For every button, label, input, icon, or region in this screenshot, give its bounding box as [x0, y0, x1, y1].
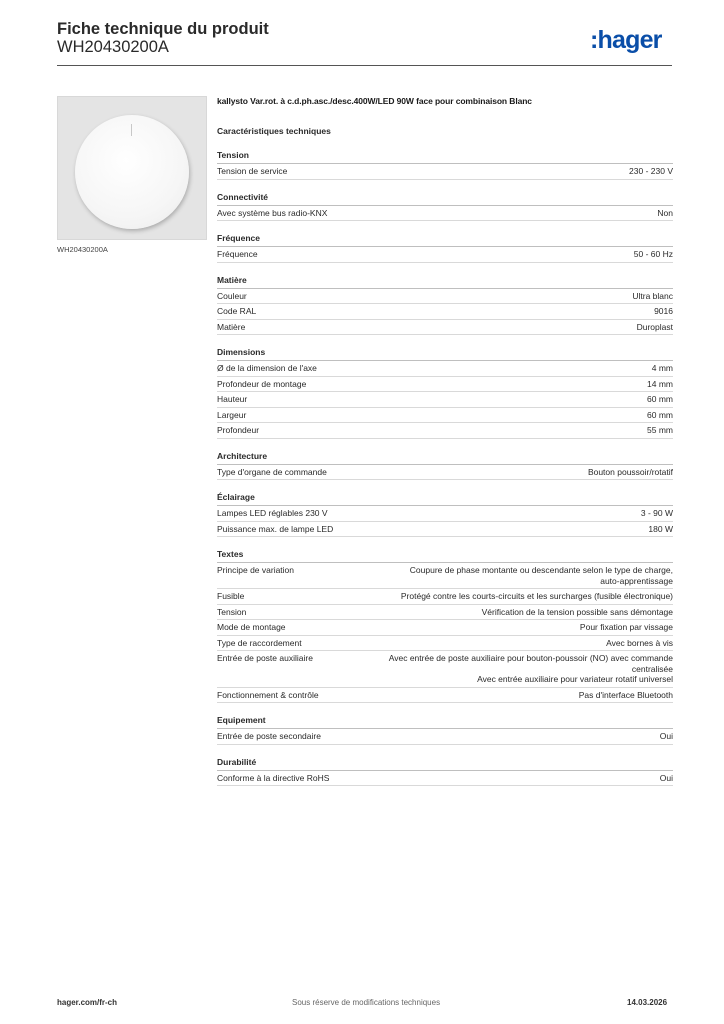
section-title: Durabilité: [217, 757, 673, 771]
section-title: Connectivité: [217, 192, 673, 206]
spec-label: Fréquence: [217, 249, 258, 259]
spec-value: [347, 622, 673, 633]
section-title: Fréquence: [217, 233, 673, 247]
spec-value-line: 50 - 60 Hz: [633, 249, 673, 259]
spec-row: [217, 605, 673, 621]
spec-value-line: centralisée: [631, 663, 673, 674]
spec-value: [347, 306, 673, 317]
spec-value-line: Coupure de phase montante ou descendante selon le type de charge,: [409, 565, 673, 575]
spec-value: [347, 607, 673, 618]
spec-row: [217, 289, 673, 305]
spec-value-line: 60 mm: [647, 394, 673, 404]
spec-label: Avec système bus radio-KNX: [217, 207, 328, 218]
spec-row: [217, 247, 673, 263]
section-title: Equipement: [217, 715, 673, 729]
section-title: Éclairage: [217, 492, 673, 506]
spec-label: Largeur: [217, 409, 247, 420]
spec-value-line: Avec bornes à vis: [606, 637, 673, 648]
spec-value: [347, 773, 673, 784]
spec-value: [347, 208, 673, 219]
spec-value: [347, 508, 673, 519]
spec-row: [217, 620, 673, 636]
spec-value-line: 3 - 90 W: [640, 508, 673, 518]
section-title: Matière: [217, 275, 673, 289]
spec-section: [217, 275, 673, 336]
spec-label: Puissance max. de lampe LED: [217, 523, 334, 534]
spec-heading: Caractéristiques techniques: [217, 126, 331, 136]
spec-label: Mode de montage: [217, 622, 286, 632]
spec-label: Fusible: [217, 591, 245, 601]
spec-value-line: Oui: [659, 731, 673, 741]
spec-value-line: 230 - 230 V: [629, 166, 673, 176]
product-image: [57, 96, 207, 240]
spec-row: [217, 408, 673, 424]
spec-value-line: Pour fixation par vissage: [579, 622, 673, 632]
document-title: Fiche technique du produit: [57, 20, 269, 38]
section-title: Tension: [217, 150, 673, 164]
spec-section: [217, 757, 673, 787]
spec-label: Fonctionnement & contrôle: [217, 689, 319, 700]
footer-website: hager.com/fr-ch: [57, 998, 118, 1007]
image-caption: WH20430200A: [57, 245, 108, 254]
section-title: Architecture: [217, 451, 673, 465]
spec-value-line: Bouton poussoir/rotatif: [587, 466, 673, 477]
spec-section: [217, 715, 673, 745]
spec-label: Type d'organe de commande: [217, 466, 327, 477]
product-description: kallysto Var.rot. à c.d.ph.asc./desc.400W/LED 90W face pour combinaison Blanc: [217, 96, 532, 106]
spec-value-line: 60 mm: [647, 409, 673, 420]
spec-label: Ø de la dimension de l'axe: [217, 363, 317, 373]
spec-row: [217, 304, 673, 320]
spec-value-line: 4 mm: [651, 363, 673, 373]
spec-label: Tension de service: [217, 166, 288, 176]
spec-sections: [217, 150, 673, 786]
spec-value-line: Avec entrée auxiliaire pour variateur rotatif universel: [477, 674, 673, 684]
spec-label: Matière: [217, 321, 246, 332]
spec-label: Tension: [217, 606, 247, 617]
spec-section: [217, 233, 673, 263]
spec-label: Entrée de poste secondaire: [217, 731, 321, 741]
spec-row: [217, 506, 673, 522]
spec-row: [217, 465, 673, 481]
spec-value-line: 55 mm: [647, 425, 673, 435]
spec-value-line: Oui: [659, 772, 673, 783]
spec-section: [217, 492, 673, 537]
spec-value: [347, 425, 673, 436]
spec-value: [347, 249, 673, 260]
spec-label: Principe de variation: [217, 565, 295, 575]
section-title: Textes: [217, 549, 673, 563]
spec-row: [217, 729, 673, 745]
spec-row: [217, 688, 673, 704]
spec-label: Type de raccordement: [217, 637, 302, 648]
spec-row: [217, 563, 673, 589]
spec-value-line: Duroplast: [636, 321, 673, 332]
spec-value: [347, 638, 673, 649]
spec-value: [347, 291, 673, 302]
spec-value: [347, 322, 673, 333]
spec-value: [347, 690, 673, 701]
spec-label: Code RAL: [217, 306, 257, 316]
spec-label: Lampes LED réglables 230 V: [217, 508, 328, 518]
spec-value: [347, 363, 673, 374]
spec-label: Entrée de poste auxiliaire: [217, 653, 313, 663]
spec-row: [217, 361, 673, 377]
spec-row: [217, 377, 673, 393]
footer-date: 14.03.2026: [627, 998, 668, 1007]
spec-section: [217, 347, 673, 439]
spec-value: [347, 394, 673, 405]
spec-value-line: 9016: [654, 306, 673, 316]
spec-value: [347, 467, 673, 478]
spec-row: [217, 423, 673, 439]
spec-row: [217, 651, 673, 688]
header-divider: [57, 65, 672, 66]
spec-label: Couleur: [217, 290, 247, 301]
spec-value: [347, 166, 673, 177]
spec-value-line: auto-apprentissage: [600, 575, 673, 586]
spec-value-line: Pas d'interface Bluetooth: [578, 689, 673, 700]
spec-section: [217, 451, 673, 481]
spec-value-line: 180 W: [648, 523, 673, 534]
spec-value-line: Avec entrée de poste auxiliaire pour bouton-poussoir (NO) avec commande: [388, 653, 673, 663]
spec-row: [217, 771, 673, 787]
spec-label: Profondeur de montage: [217, 378, 307, 389]
spec-section: [217, 150, 673, 180]
spec-value-line: Vérification de la tension possible sans démontage: [481, 606, 673, 617]
spec-section: [217, 192, 673, 222]
spec-row: [217, 206, 673, 222]
spec-value: [347, 410, 673, 421]
spec-value-line: Ultra blanc: [632, 290, 673, 301]
spec-value-line: Non: [657, 207, 673, 218]
knob-indicator-mark: [131, 124, 132, 136]
spec-value: [347, 731, 673, 742]
spec-value: [347, 379, 673, 390]
spec-value: [347, 591, 673, 602]
spec-label: Conforme à la directive RoHS: [217, 772, 330, 783]
spec-value: [347, 565, 673, 586]
hager-logo: :hager: [590, 26, 662, 54]
spec-section: [217, 549, 673, 703]
spec-value-line: Protégé contre les courts-circuits et les surcharges (fusible électronique): [400, 591, 673, 601]
spec-value: [347, 653, 673, 685]
spec-row: [217, 164, 673, 180]
spec-row: [217, 392, 673, 408]
spec-value: [347, 524, 673, 535]
spec-label: Hauteur: [217, 394, 248, 404]
dimmer-knob-image: [75, 115, 189, 229]
spec-row: [217, 589, 673, 605]
spec-label: Profondeur: [217, 425, 260, 435]
product-reference: WH20430200A: [57, 38, 169, 56]
spec-row: [217, 522, 673, 538]
footer-notice: Sous réserve de modifications techniques: [292, 998, 441, 1007]
spec-row: [217, 636, 673, 652]
spec-sheet: [217, 96, 673, 798]
section-title: Dimensions: [217, 347, 673, 361]
spec-value-line: 14 mm: [647, 378, 673, 389]
spec-row: [217, 320, 673, 336]
